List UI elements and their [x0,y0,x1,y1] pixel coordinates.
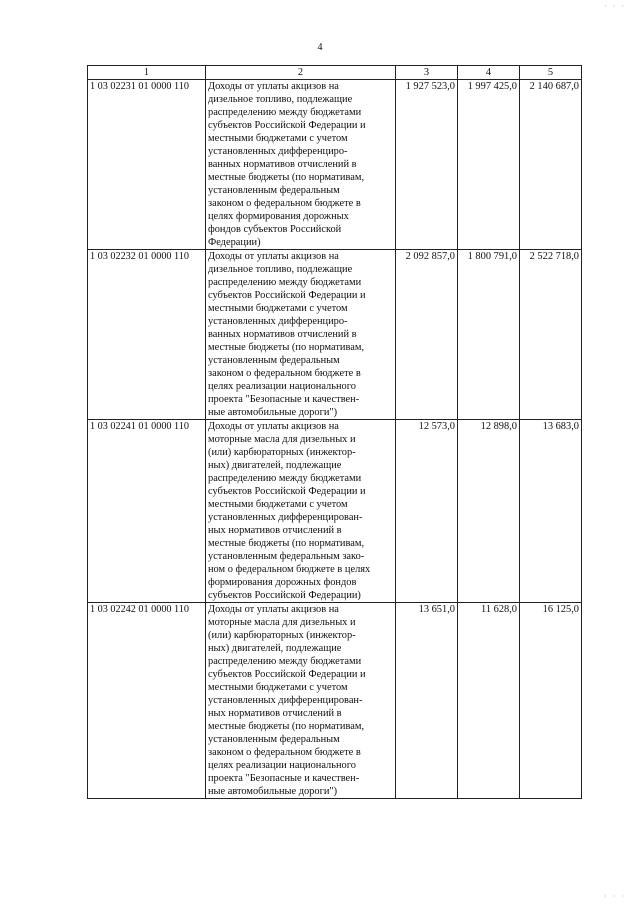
table-row [88,420,582,603]
page-number: 4 [317,42,323,53]
budget-classification-code: 1 03 02242 01 0000 110 [88,603,206,799]
table-row [88,80,582,250]
description-line: Доходы от уплаты акцизов на [208,81,339,92]
description-line: местные бюджеты (по нормативам, [208,721,365,732]
description-line: ванных нормативов отчислений в [208,159,357,170]
description-line: (или) карбюраторных (инжектор- [208,630,356,641]
table-header-row [88,66,582,80]
description-line: установленным федеральным [208,734,340,745]
description-line: (или) карбюраторных (инжектор- [208,447,356,458]
description-line: проекта "Безопасные и качествен- [208,394,360,405]
revenue-description [206,80,396,250]
amount-column-5: 2 522 718,0 [520,250,582,420]
column-header: 5 [520,66,582,80]
description-line: ванных нормативов отчислений в [208,329,357,340]
revenue-description [206,250,396,420]
description-line: местными бюджетами с учетом [208,133,348,144]
description-line: дизельное топливо, подлежащие [208,94,353,105]
description-line: Федерации) [208,237,261,248]
description-line: целях реализации национального [208,760,356,771]
description-line: проекта "Безопасные и качествен- [208,773,360,784]
description-line: законом о федеральном бюджете в [208,198,361,209]
description-line: распределению между бюджетами [208,473,362,484]
description-line: установленных дифференциро- [208,146,348,157]
budget-classification-code: 1 03 02241 01 0000 110 [88,420,206,603]
revenue-description [206,603,396,799]
amount-column-3: 1 927 523,0 [396,80,458,250]
description-line: установленным федеральным зако- [208,551,365,562]
amount-column-3: 13 651,0 [396,603,458,799]
description-line: субъектов Российской Федерации и [208,120,366,131]
amount-column-3: 12 573,0 [396,420,458,603]
description-line: установленных дифференциро- [208,316,348,327]
amount-column-5: 13 683,0 [520,420,582,603]
scan-mark-top: · · · [604,2,626,11]
description-line: ном о федеральном бюджете в целях [208,564,371,575]
description-line: субъектов Российской Федерации) [208,590,361,601]
table-row [88,603,582,799]
column-header: 1 [88,66,206,80]
description-line: установленным федеральным [208,185,340,196]
description-line: установленным федеральным [208,355,340,366]
description-line: ных) двигателей, подлежащие [208,460,342,471]
description-line: Доходы от уплаты акцизов на [208,251,339,262]
description-line: Доходы от уплаты акцизов на [208,604,339,615]
description-line: субъектов Российской Федерации и [208,486,366,497]
column-header: 4 [458,66,520,80]
revenue-table [87,65,582,799]
description-line: местные бюджеты (по нормативам, [208,538,365,549]
description-line: установленных дифференцирован- [208,512,363,523]
description-line: целях реализации национального [208,381,356,392]
description-line: местными бюджетами с учетом [208,682,348,693]
description-line: законом о федеральном бюджете в [208,368,361,379]
table-body [88,80,582,799]
amount-column-4: 1 800 791,0 [458,250,520,420]
description-line: местными бюджетами с учетом [208,303,348,314]
description-line: целях формирования дорожных [208,211,349,222]
amount-column-5: 16 125,0 [520,603,582,799]
description-line: ные автомобильные дороги") [208,407,338,418]
budget-classification-code: 1 03 02231 01 0000 110 [88,80,206,250]
column-header: 3 [396,66,458,80]
amount-column-5: 2 140 687,0 [520,80,582,250]
description-line: дизельное топливо, подлежащие [208,264,353,275]
scan-mark-bottom: · · · [604,892,626,901]
description-line: распределению между бюджетами [208,656,362,667]
description-line: ных нормативов отчислений в [208,525,342,536]
description-line: законом о федеральном бюджете в [208,747,361,758]
amount-column-4: 12 898,0 [458,420,520,603]
description-line: установленных дифференцирован- [208,695,363,706]
table-row [88,250,582,420]
description-line: ных) двигателей, подлежащие [208,643,342,654]
description-line: субъектов Российской Федерации и [208,290,366,301]
description-line: формирования дорожных фондов [208,577,357,588]
description-line: местные бюджеты (по нормативам, [208,342,365,353]
description-line: фондов субъектов Российской [208,224,342,235]
description-line: ные автомобильные дороги") [208,786,338,797]
description-line: местные бюджеты (по нормативам, [208,172,365,183]
description-line: Доходы от уплаты акцизов на [208,421,339,432]
amount-column-4: 11 628,0 [458,603,520,799]
amount-column-3: 2 092 857,0 [396,250,458,420]
description-line: моторные масла для дизельных и [208,617,356,628]
description-line: ных нормативов отчислений в [208,708,342,719]
description-line: местными бюджетами с учетом [208,499,348,510]
column-header: 2 [206,66,396,80]
description-line: распределению между бюджетами [208,107,362,118]
description-line: моторные масла для дизельных и [208,434,356,445]
revenue-description [206,420,396,603]
budget-classification-code: 1 03 02232 01 0000 110 [88,250,206,420]
description-line: распределению между бюджетами [208,277,362,288]
amount-column-4: 1 997 425,0 [458,80,520,250]
description-line: субъектов Российской Федерации и [208,669,366,680]
